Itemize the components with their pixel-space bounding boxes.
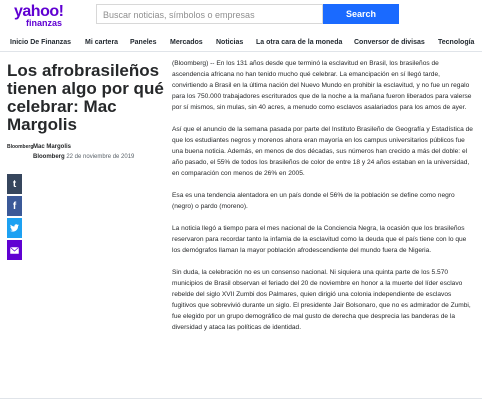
header — [0, 0, 482, 34]
nav-item-otra-cara[interactable]: La otra cara de la moneda — [256, 39, 343, 46]
article-paragraph: Sin duda, la celebración no es un consenso nacional. Ni siquiera una quinta parte de los 5.570 municipios de Brasil observan el feriado del 20 de noviembre en honor a la muerte del líder esclavo rebelde del siglo XVII Zumbi dos Palmares, quien dirigió una colonia independiente de esclavos fugitivos que sobrevivió durante un siglo. El presidente Jair Bolsonaro, que no es admirador de Zumbi, fue elegido por un grupo demográfico de mal gusto de derecha que desprecia las banderas de la diversidad y ataca las políticas de identidad. — [172, 269, 471, 331]
logo-main-text: yahoo! — [14, 3, 64, 20]
nav-item-inicio[interactable]: Inicio De Finanzas — [10, 39, 72, 46]
nav-item-noticias[interactable]: Noticias — [216, 39, 244, 46]
yahoo-finanzas-logo[interactable] — [14, 4, 74, 30]
article-paragraph: (Bloomberg) -- En los 131 años desde que terminó la esclavitud en Brasil, los brasileños de ascendencia africana no han tenido mucho qué celebrar. La emancipación en sí llegó tarde, convirtiendo a Brasil en la última nación del Nuevo Mundo en prohibir la esclavitud, y no fue un regalo para los 750.000 trabajadores escriturados que de la noche a la mañana fueron liberados para valerse por sí mismos, sin mulas, sin 40 acres, a menudo como esclavos asalariados para los amos de ayer. — [172, 60, 472, 111]
nav-item-mi-cartera[interactable]: Mi cartera — [85, 39, 119, 46]
facebook-icon: f — [12, 200, 17, 212]
share-twitter-button[interactable] — [7, 218, 22, 238]
share-mail-button[interactable] — [7, 240, 22, 260]
article-paragraph: Esa es una tendencia alentadora en un país donde el 56% de la población se define como negro (negro) o pardo (moreno). — [172, 192, 455, 210]
tumblr-icon: t — [12, 178, 17, 190]
nav-item-conversor[interactable]: Conversor de divisas — [354, 39, 425, 46]
article-paragraph: La noticia llegó a tiempo para el mes nacional de la Conciencia Negra, la ocasión que los brasileños reservaron para recordar tanto la infamia de la esclavitud como la deuda que el país tiene con lo que los demógrafos llaman la mayor población afrodescendiente del mundo fuera de Nigeria. — [172, 225, 467, 254]
search-input[interactable] — [97, 6, 322, 24]
logo-sub-text: finanzas — [26, 18, 63, 28]
mail-icon — [10, 247, 19, 254]
search-box — [96, 4, 323, 24]
nav-item-tecnologia[interactable]: Tecnología — [438, 39, 475, 46]
provider-logo[interactable]: Bloomberg — [7, 144, 34, 150]
byline-meta — [33, 154, 134, 160]
share-tumblr-button[interactable] — [7, 174, 22, 194]
main-nav — [0, 34, 482, 52]
byline-date: 22 de noviembre de 2019 — [66, 154, 135, 160]
twitter-icon — [10, 224, 19, 232]
article-body — [172, 58, 474, 344]
nav-item-paneles[interactable]: Paneles — [130, 39, 157, 46]
divider — [0, 398, 482, 399]
share-facebook-button[interactable] — [7, 196, 22, 216]
article-title: Los afrobrasileños tienen algo por qué celebrar: Mac Margolis — [7, 61, 164, 134]
article-paragraph: Así que el anuncio de la semana pasada por parte del Instituto Brasileño de Geografía y Estadística de que los estudiantes negros y morenos ahora eran mayoría en los campus universitarios públicos fue una buena noticia. Además, en menos de dos décadas, sus números han crecido a más del doble: el año pasado, el 55% de todos los brasileños de color de entre 18 y 24 años estaban en la universidad, en comparación con menos de 26% en 2005. — [172, 126, 473, 177]
search-button[interactable]: Search — [323, 4, 399, 24]
byline-source: Bloomberg — [33, 154, 65, 160]
byline-author[interactable]: Mac Margolis — [33, 144, 72, 150]
nav-item-mercados[interactable]: Mercados — [170, 39, 203, 46]
